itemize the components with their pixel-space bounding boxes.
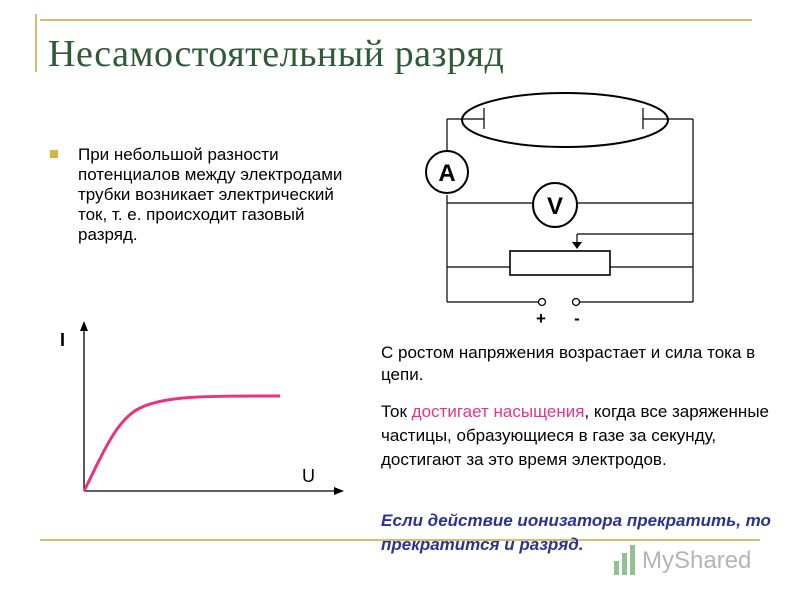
paragraph-voltage-current: С ростом напряжения возрастает и сила тока в цепи. [381, 343, 756, 384]
paragraph-saturation [381, 400, 776, 472]
terminal-minus [573, 299, 580, 306]
voltmeter-label: V [546, 193, 564, 220]
circuit-diagram [420, 88, 710, 328]
saturation-highlight: достигает насыщения [411, 402, 585, 421]
y-axis-arrow [80, 321, 88, 331]
rheostat-slider-arrow [572, 242, 582, 249]
slide-title: Несамостоятельный разряд [48, 33, 505, 75]
myshared-watermark [612, 543, 772, 577]
saturation-suffix: , когда все заряженные частицы, образующиеся в газе за секунду, достигают за это время электродов. [381, 402, 769, 469]
plus-label: + [536, 309, 546, 328]
saturation-prefix: Ток [381, 402, 412, 421]
discharge-tube [462, 93, 668, 147]
y-axis-label: I [60, 330, 66, 350]
electrode-right [643, 108, 693, 129]
terminal-plus [539, 299, 546, 306]
current-voltage-graph [40, 320, 350, 510]
x-axis-label: U [302, 466, 315, 486]
rheostat [510, 251, 610, 275]
top-rule [40, 19, 752, 21]
bullet-marker [50, 150, 58, 158]
bullet-text: При небольшой разности потенциалов между электродами трубки возникает электрический ток, т. е. происходит газовый разряд. [78, 145, 343, 244]
paragraph-ionizer-note: Если действие ионизатора прекратить, то прекратится и разряд. [381, 511, 771, 554]
watermark-text: MyShared [642, 547, 752, 574]
saturation-curve [84, 396, 280, 491]
minus-label: - [574, 309, 580, 328]
ammeter-label: A [438, 160, 456, 187]
watermark-logo-icon [614, 545, 635, 575]
title-accent-line [35, 14, 37, 72]
x-axis-arrow [334, 487, 344, 495]
